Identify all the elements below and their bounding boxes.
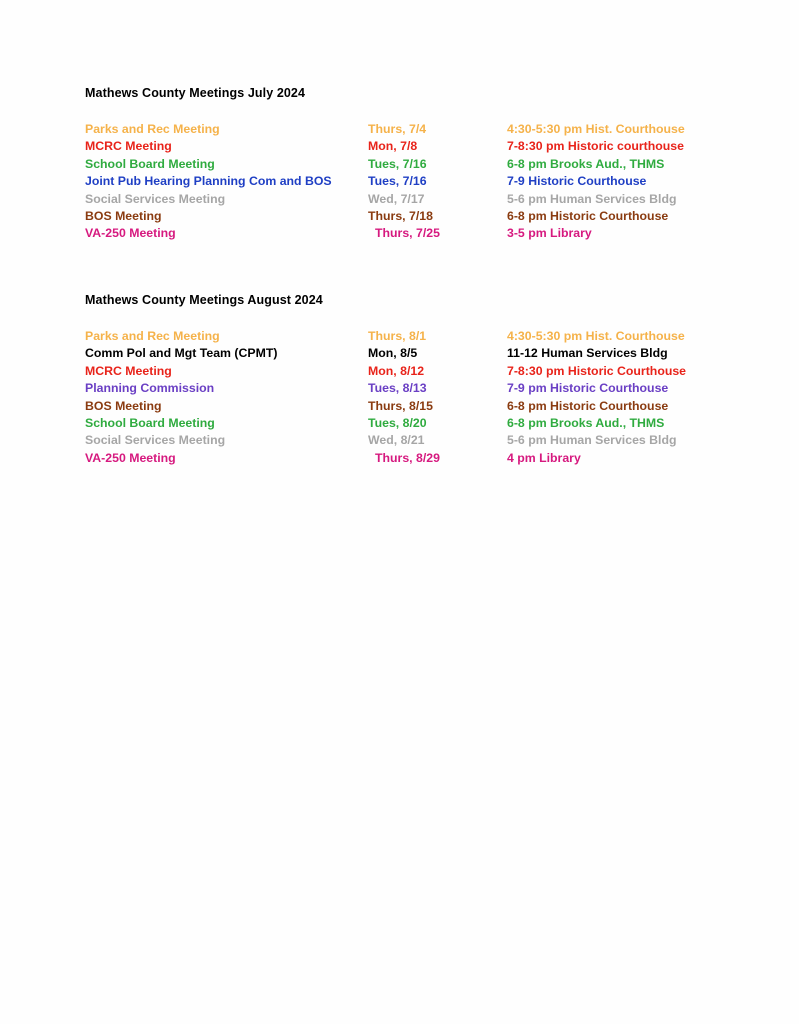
meeting-row	[85, 139, 684, 156]
meeting-date: Mon, 8/12	[368, 363, 425, 378]
meeting-date: Thurs, 7/4	[368, 122, 427, 136]
section-title-july: Mathews County Meetings July 2024	[85, 86, 306, 100]
meeting-name: School Board Meeting	[85, 415, 215, 430]
meeting-date: Tues, 8/13	[368, 381, 427, 396]
meeting-name: Comm Pol and Mgt Team (CPMT)	[85, 346, 278, 361]
meeting-time-location: 4 pm Library	[507, 450, 581, 465]
meeting-row	[85, 450, 581, 468]
meeting-time-location: 7-9 Historic Courthouse	[507, 174, 647, 189]
meeting-name: Planning Commission	[85, 381, 215, 396]
meeting-date: Mon, 7/8	[368, 139, 418, 154]
meeting-row	[85, 191, 677, 209]
meeting-name: VA-250 Meeting	[85, 226, 176, 241]
meeting-time-location: 5-6 pm Human Services Bldg	[507, 433, 677, 448]
meeting-name: School Board Meeting	[85, 156, 215, 171]
meeting-date: Mon, 8/5	[368, 346, 418, 361]
meeting-date: Thurs, 7/18	[368, 208, 433, 223]
section-title-august: Mathews County Meetings August 2024	[85, 293, 323, 307]
meeting-row	[85, 415, 665, 433]
meeting-time-location: 7-8:30 pm Historic courthouse	[507, 139, 684, 154]
meeting-row	[85, 433, 677, 450]
meeting-name: MCRC Meeting	[85, 363, 172, 378]
meeting-time-location: 6-8 pm Brooks Aud., THMS	[507, 156, 665, 171]
meeting-date: Thurs, 8/15	[368, 398, 433, 413]
meeting-row	[85, 398, 669, 416]
meeting-row	[85, 363, 687, 381]
meeting-time-location: 7-8:30 pm Historic Courthouse	[507, 363, 687, 378]
meeting-name: Social Services Meeting	[85, 433, 226, 448]
meeting-time-location: 4:30-5:30 pm Hist. Courthouse	[507, 122, 685, 136]
meeting-date: Thurs, 8/29	[375, 450, 440, 465]
meeting-row	[85, 381, 669, 398]
meeting-date: Wed, 8/21	[368, 433, 425, 448]
meeting-name: BOS Meeting	[85, 208, 162, 223]
meeting-name: MCRC Meeting	[85, 139, 172, 154]
meeting-time-location: 6-8 pm Brooks Aud., THMS	[507, 415, 665, 430]
meeting-row	[85, 122, 685, 139]
meeting-row	[85, 208, 669, 226]
meeting-time-location: 7-9 pm Historic Courthouse	[507, 381, 669, 396]
meeting-name: BOS Meeting	[85, 398, 162, 413]
meeting-time-location: 3-5 pm Library	[507, 226, 592, 241]
meeting-date: Thurs, 8/1	[368, 329, 427, 343]
meeting-name: Joint Pub Hearing Planning Com and BOS	[85, 174, 332, 189]
meeting-row	[85, 329, 685, 346]
meetings-list-july	[85, 122, 685, 244]
meeting-time-location: 6-8 pm Historic Courthouse	[507, 208, 669, 223]
meeting-name: Parks and Rec Meeting	[85, 329, 220, 343]
meeting-row	[85, 156, 665, 174]
meeting-time-location: 6-8 pm Historic Courthouse	[507, 398, 669, 413]
meeting-time-location: 4:30-5:30 pm Hist. Courthouse	[507, 329, 685, 343]
meeting-date: Thurs, 7/25	[375, 226, 440, 241]
meeting-date: Wed, 7/17	[368, 191, 425, 206]
meeting-row	[85, 346, 668, 363]
meeting-date: Tues, 7/16	[368, 156, 427, 171]
meetings-list-august	[85, 329, 687, 468]
meeting-row	[85, 174, 647, 191]
meetings-section-august	[85, 293, 687, 468]
meeting-time-location: 5-6 pm Human Services Bldg	[507, 191, 677, 206]
meeting-date: Tues, 8/20	[368, 415, 427, 430]
meeting-row	[85, 226, 592, 243]
meeting-name: VA-250 Meeting	[85, 450, 176, 465]
meeting-time-location: 11-12 Human Services Bldg	[507, 346, 668, 361]
meetings-section-july	[85, 86, 685, 244]
meeting-name: Parks and Rec Meeting	[85, 122, 220, 136]
meeting-date: Tues, 7/16	[368, 174, 427, 189]
meeting-name: Social Services Meeting	[85, 191, 226, 206]
